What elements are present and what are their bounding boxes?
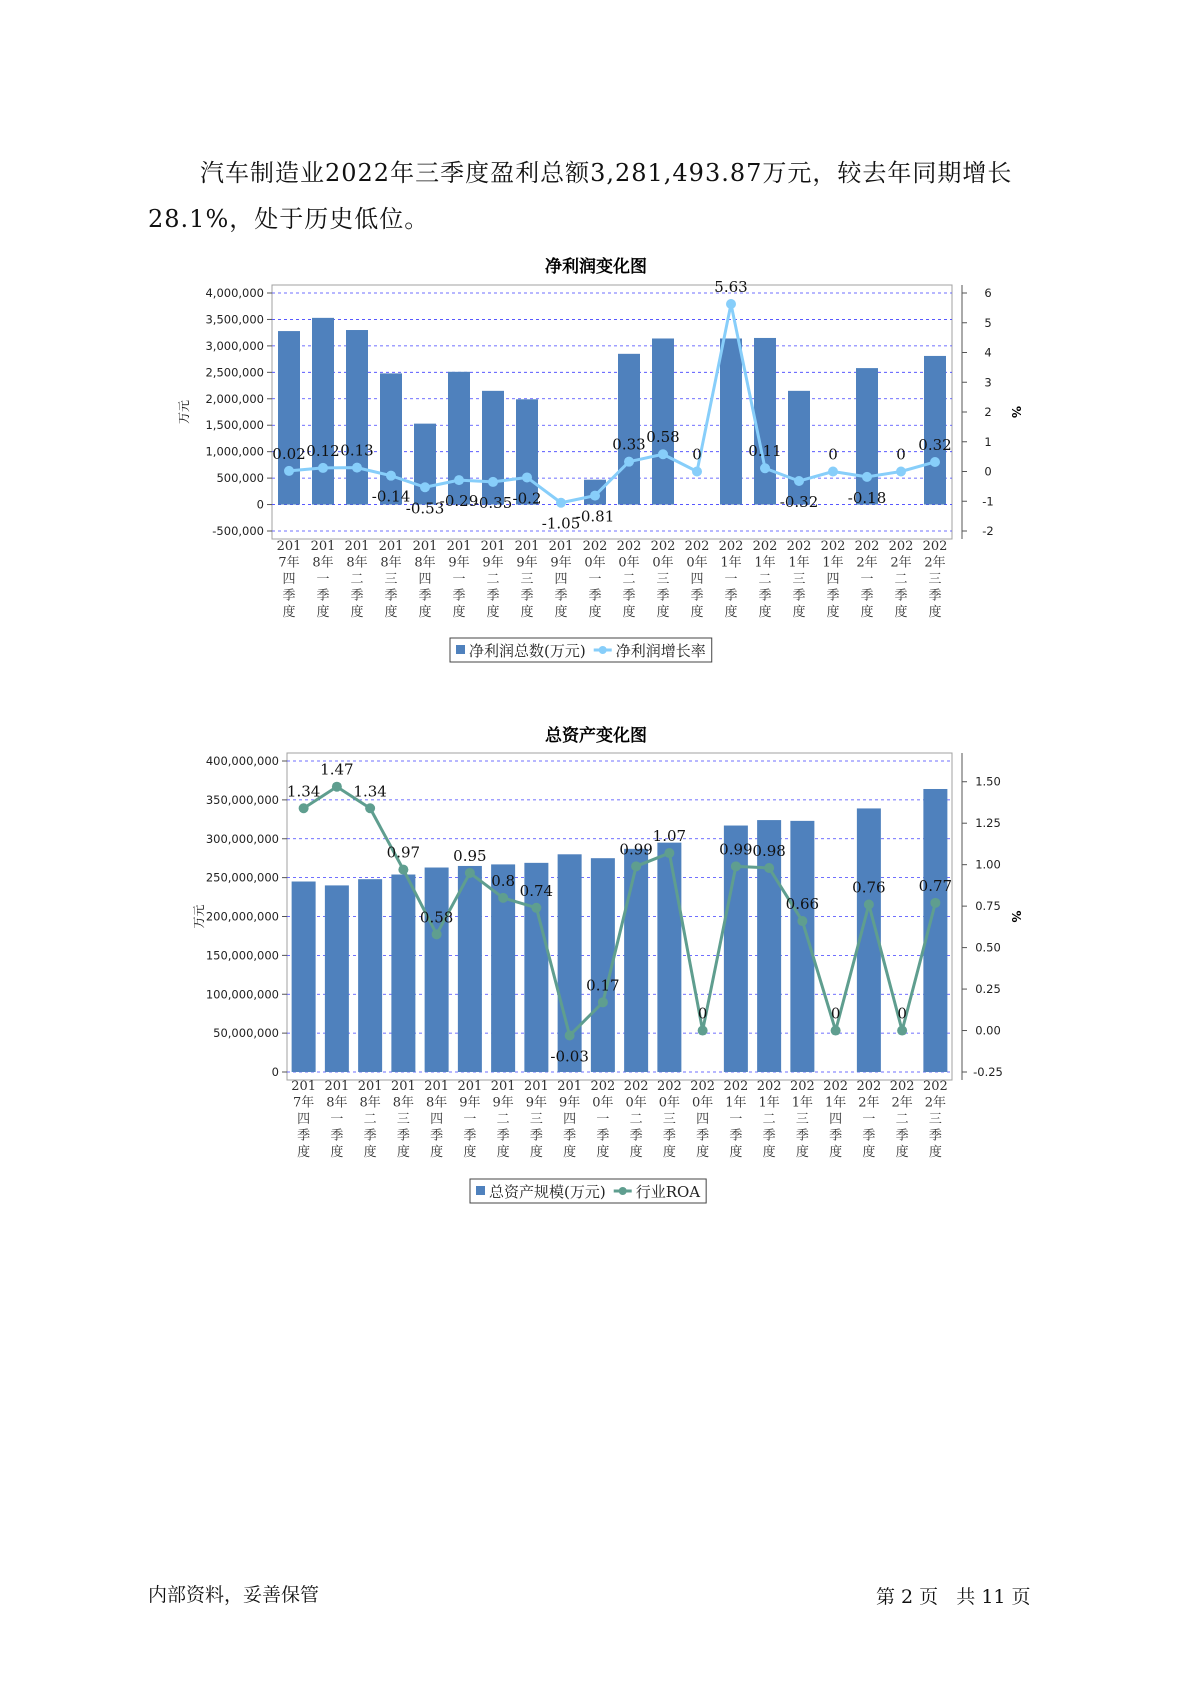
line-point	[624, 457, 634, 467]
x-tick-label: 201 8年二季度	[357, 1079, 383, 1160]
bar	[720, 338, 742, 504]
x-tick-label: 202 1年一季度	[723, 1079, 749, 1160]
x-tick-label: 202 1年二季度	[752, 539, 778, 620]
y-axis-label: 万元	[192, 904, 206, 929]
y-tick-label: 3,500,000	[205, 312, 264, 327]
line-point	[386, 471, 396, 481]
y2-axis-label: %	[1009, 405, 1023, 419]
x-tick-label: 201 8年四季度	[424, 1079, 450, 1160]
line-point	[731, 861, 741, 871]
bar	[482, 391, 504, 505]
line-point	[797, 916, 807, 926]
x-tick-label: 202 0年二季度	[616, 539, 642, 620]
x-tick-label: 202 2年三季度	[922, 1079, 948, 1160]
data-label: 0.11	[748, 442, 782, 461]
y2-tick-label: -2	[982, 524, 994, 538]
bar	[788, 391, 810, 505]
data-label: 5.63	[714, 278, 748, 297]
data-label: 0	[828, 445, 838, 464]
y-tick-label: 200,000,000	[205, 909, 279, 924]
data-label: 0.8	[491, 871, 516, 890]
line-point	[318, 463, 328, 473]
line-point	[828, 467, 838, 477]
y-tick-label: 3,000,000	[205, 338, 264, 353]
y-tick-label: 1,000,000	[205, 444, 264, 459]
bar	[346, 330, 368, 505]
x-tick-label: 201 9年四季度	[548, 539, 574, 620]
data-label: -0.53	[405, 499, 445, 518]
y-tick-label: 300,000,000	[205, 831, 279, 846]
line-point	[556, 498, 566, 508]
x-tick-label: 201 8年四季度	[412, 539, 438, 620]
x-tick-label: 202 2年一季度	[854, 539, 880, 620]
y-tick-label: 400,000,000	[205, 754, 279, 768]
footer-page-number: 第 2 页 共 11 页	[876, 1586, 1031, 1608]
line-point	[631, 861, 641, 871]
y2-tick-label: 5	[984, 315, 992, 330]
bar	[425, 868, 449, 1072]
data-label: 0.12	[306, 441, 340, 460]
legend-label: 行业ROA	[635, 1183, 701, 1201]
data-label: 0.97	[386, 843, 421, 862]
total-assets-chart-svg	[0, 713, 1191, 1201]
data-label: 0.77	[918, 876, 953, 895]
x-tick-label: 201 8年二季度	[344, 539, 370, 620]
y-tick-label: 0	[256, 497, 264, 512]
x-tick-label: 201 9年一季度	[446, 539, 472, 620]
line-point	[658, 449, 668, 459]
line-point	[831, 1026, 841, 1036]
bar	[278, 331, 300, 504]
data-label: 0.17	[586, 976, 620, 995]
data-label: -0.18	[847, 488, 887, 507]
legend-swatch-point	[599, 646, 607, 654]
y2-tick-label: 0.00	[975, 1023, 1001, 1038]
y-axis-label: 万元	[177, 399, 191, 425]
line-point	[692, 467, 702, 477]
line-point	[760, 463, 770, 473]
y2-tick-label: -0.25	[973, 1065, 1003, 1079]
chart-title: 总资产变化图	[545, 726, 647, 746]
y2-tick-label: 1.00	[975, 857, 1001, 872]
data-label: -1.05	[541, 514, 581, 533]
summary-text: 汽车制造业2022年三季度盈利总额3,281,493.87万元，较去年同期增长28.1%，处于历史低位。	[148, 159, 1013, 233]
bar	[618, 354, 640, 505]
y2-tick-label: 3	[984, 375, 992, 390]
bar	[414, 424, 436, 505]
line-point	[565, 1031, 575, 1041]
line-point	[864, 899, 874, 909]
bar	[325, 885, 349, 1072]
x-tick-label: 202 1年二季度	[756, 1079, 782, 1160]
x-tick-label: 202 0年一季度	[590, 1079, 616, 1160]
data-label: 1.47	[320, 760, 354, 779]
legend-label: 总资产规模(万元)	[489, 1183, 606, 1201]
y-tick-label: 1,500,000	[205, 418, 264, 433]
line-point	[365, 803, 375, 813]
x-tick-label: 202 2年三季度	[922, 539, 948, 620]
legend-label: 净利润总数(万元)	[469, 642, 586, 660]
data-label: 1.34	[353, 782, 387, 801]
y-tick-label: 100,000,000	[205, 987, 279, 1002]
x-tick-label: 201 9年四季度	[557, 1079, 583, 1160]
bar	[292, 882, 316, 1072]
x-tick-label: 202 1年三季度	[789, 1079, 815, 1160]
data-label: 0.76	[852, 878, 886, 897]
line-point	[420, 482, 430, 492]
data-label: 0	[896, 445, 906, 464]
bar	[652, 338, 674, 504]
bar	[624, 849, 648, 1072]
data-label: -0.14	[371, 487, 411, 506]
line-point	[764, 863, 774, 873]
footer-confidential: 内部资料，妥善保管	[148, 1584, 320, 1606]
x-tick-label: 202 1年三季度	[786, 539, 812, 620]
line-point	[432, 929, 442, 939]
x-tick-label: 202 1年四季度	[823, 1079, 849, 1160]
line-point	[862, 472, 872, 482]
y-tick-label: 250,000,000	[205, 870, 279, 885]
data-label: 0	[697, 1004, 708, 1023]
data-label: 0.98	[752, 841, 786, 860]
line-point	[454, 475, 464, 485]
line-point	[896, 467, 906, 477]
x-tick-label: 201 9年三季度	[514, 539, 540, 620]
y-tick-label: 350,000,000	[205, 792, 279, 807]
x-tick-label: 201 7年四季度	[276, 539, 302, 620]
line-point	[930, 898, 940, 908]
x-tick-label: 202 0年三季度	[656, 1079, 682, 1160]
y2-tick-label: 1.25	[975, 816, 1001, 831]
y2-tick-label: 1.50	[975, 774, 1001, 789]
x-tick-label: 202 1年四季度	[820, 539, 846, 620]
line-point	[465, 868, 475, 878]
data-label: 0.13	[340, 441, 374, 460]
y2-tick-label: 0	[984, 464, 992, 479]
x-tick-label: 202 2年二季度	[889, 1079, 915, 1160]
data-label: 0	[830, 1004, 841, 1023]
data-label: 0	[692, 445, 702, 464]
y-tick-label: 2,500,000	[205, 365, 264, 380]
y2-tick-label: 2	[984, 405, 992, 419]
data-label: -0.35	[473, 493, 513, 512]
line-point	[598, 997, 608, 1007]
bar	[380, 373, 402, 504]
x-tick-label: 202 0年一季度	[582, 539, 608, 620]
data-label: -0.32	[779, 493, 819, 512]
legend-swatch-bar	[456, 645, 465, 654]
y-tick-label: 50,000,000	[213, 1026, 279, 1041]
data-label: 0	[897, 1004, 907, 1023]
y-tick-label: 500,000	[216, 471, 264, 486]
data-label: 0.66	[785, 895, 820, 914]
bar	[312, 318, 334, 505]
data-label: -0.29	[439, 492, 479, 511]
line-point	[352, 463, 362, 473]
data-label: 0.58	[646, 428, 680, 447]
line-point	[332, 782, 342, 792]
x-tick-label: 201 9年三季度	[523, 1079, 549, 1160]
line-point	[590, 491, 600, 501]
line-point	[698, 1026, 708, 1036]
data-label: -0.2	[512, 489, 542, 508]
x-tick-label: 202 0年四季度	[684, 539, 710, 620]
net-profit-chart-svg	[0, 250, 1191, 680]
data-label: 0.99	[619, 840, 653, 859]
x-tick-label: 202 0年三季度	[650, 539, 676, 620]
data-label: 0.32	[918, 435, 952, 454]
x-tick-label: 202 0年四季度	[690, 1079, 716, 1160]
x-tick-label: 201 8年一季度	[324, 1079, 350, 1160]
y2-tick-label: 0.25	[975, 982, 1001, 997]
chart-title: 净利润变化图	[545, 257, 647, 277]
y-tick-label: 150,000,000	[205, 948, 279, 963]
x-tick-label: 201 9年一季度	[457, 1079, 483, 1160]
line-point	[522, 472, 532, 482]
x-tick-label: 201 9年二季度	[480, 539, 506, 620]
line-point	[284, 466, 294, 476]
net-profit-chart	[0, 250, 1191, 680]
data-label: 1.34	[286, 782, 321, 801]
line-point	[398, 865, 408, 875]
x-tick-label: 201 8年三季度	[390, 1079, 416, 1160]
data-label: -0.03	[550, 1047, 589, 1066]
x-tick-label: 201 7年四季度	[291, 1079, 317, 1160]
line-point	[531, 903, 541, 913]
data-label: 0.58	[419, 908, 454, 927]
line-point	[794, 476, 804, 486]
x-tick-label: 202 1年一季度	[718, 539, 744, 620]
line-point	[299, 803, 309, 813]
y-tick-label: -500,000	[212, 524, 264, 538]
line-point	[498, 893, 508, 903]
bar	[856, 368, 878, 504]
data-label: 0.74	[519, 881, 554, 900]
y2-tick-label: 4	[984, 345, 992, 360]
line-point	[664, 848, 674, 858]
x-tick-label: 202 0年二季度	[623, 1079, 649, 1160]
x-tick-label: 202 2年二季度	[888, 539, 914, 620]
bar	[924, 356, 946, 505]
line-point	[930, 457, 940, 467]
bar	[358, 879, 382, 1072]
y2-tick-label: 0.75	[975, 899, 1001, 914]
legend-swatch-point	[619, 1187, 627, 1195]
summary-paragraph	[148, 150, 1048, 242]
data-label: 0.33	[612, 435, 646, 454]
data-label: 0.02	[272, 444, 306, 463]
bar	[754, 338, 776, 505]
legend-swatch-bar	[476, 1186, 485, 1195]
x-tick-label: 201 8年一季度	[310, 539, 336, 620]
data-label: -0.81	[575, 507, 615, 526]
line-point	[897, 1026, 907, 1036]
y2-tick-label: 0.50	[975, 940, 1001, 955]
bar	[391, 875, 415, 1072]
data-label: 1.07	[652, 827, 687, 846]
data-label: 0.95	[453, 846, 487, 865]
total-assets-chart	[0, 713, 1191, 1201]
y2-tick-label: 1	[984, 434, 992, 449]
data-label: 0.99	[719, 840, 753, 859]
legend-label: 净利润增长率	[615, 642, 706, 660]
y-tick-label: 0	[271, 1065, 279, 1079]
y2-axis-label: %	[1009, 910, 1023, 923]
y2-tick-label: -1	[982, 494, 994, 509]
y-tick-label: 4,000,000	[205, 286, 264, 300]
line-point	[726, 299, 736, 309]
bar	[458, 866, 482, 1072]
y2-tick-label: 6	[984, 286, 992, 300]
x-tick-label: 201 8年三季度	[378, 539, 404, 620]
x-tick-label: 201 9年二季度	[490, 1079, 516, 1160]
line-point	[488, 477, 498, 487]
y-tick-label: 2,000,000	[205, 391, 264, 406]
x-tick-label: 202 2年一季度	[856, 1079, 882, 1160]
bar	[657, 843, 681, 1072]
